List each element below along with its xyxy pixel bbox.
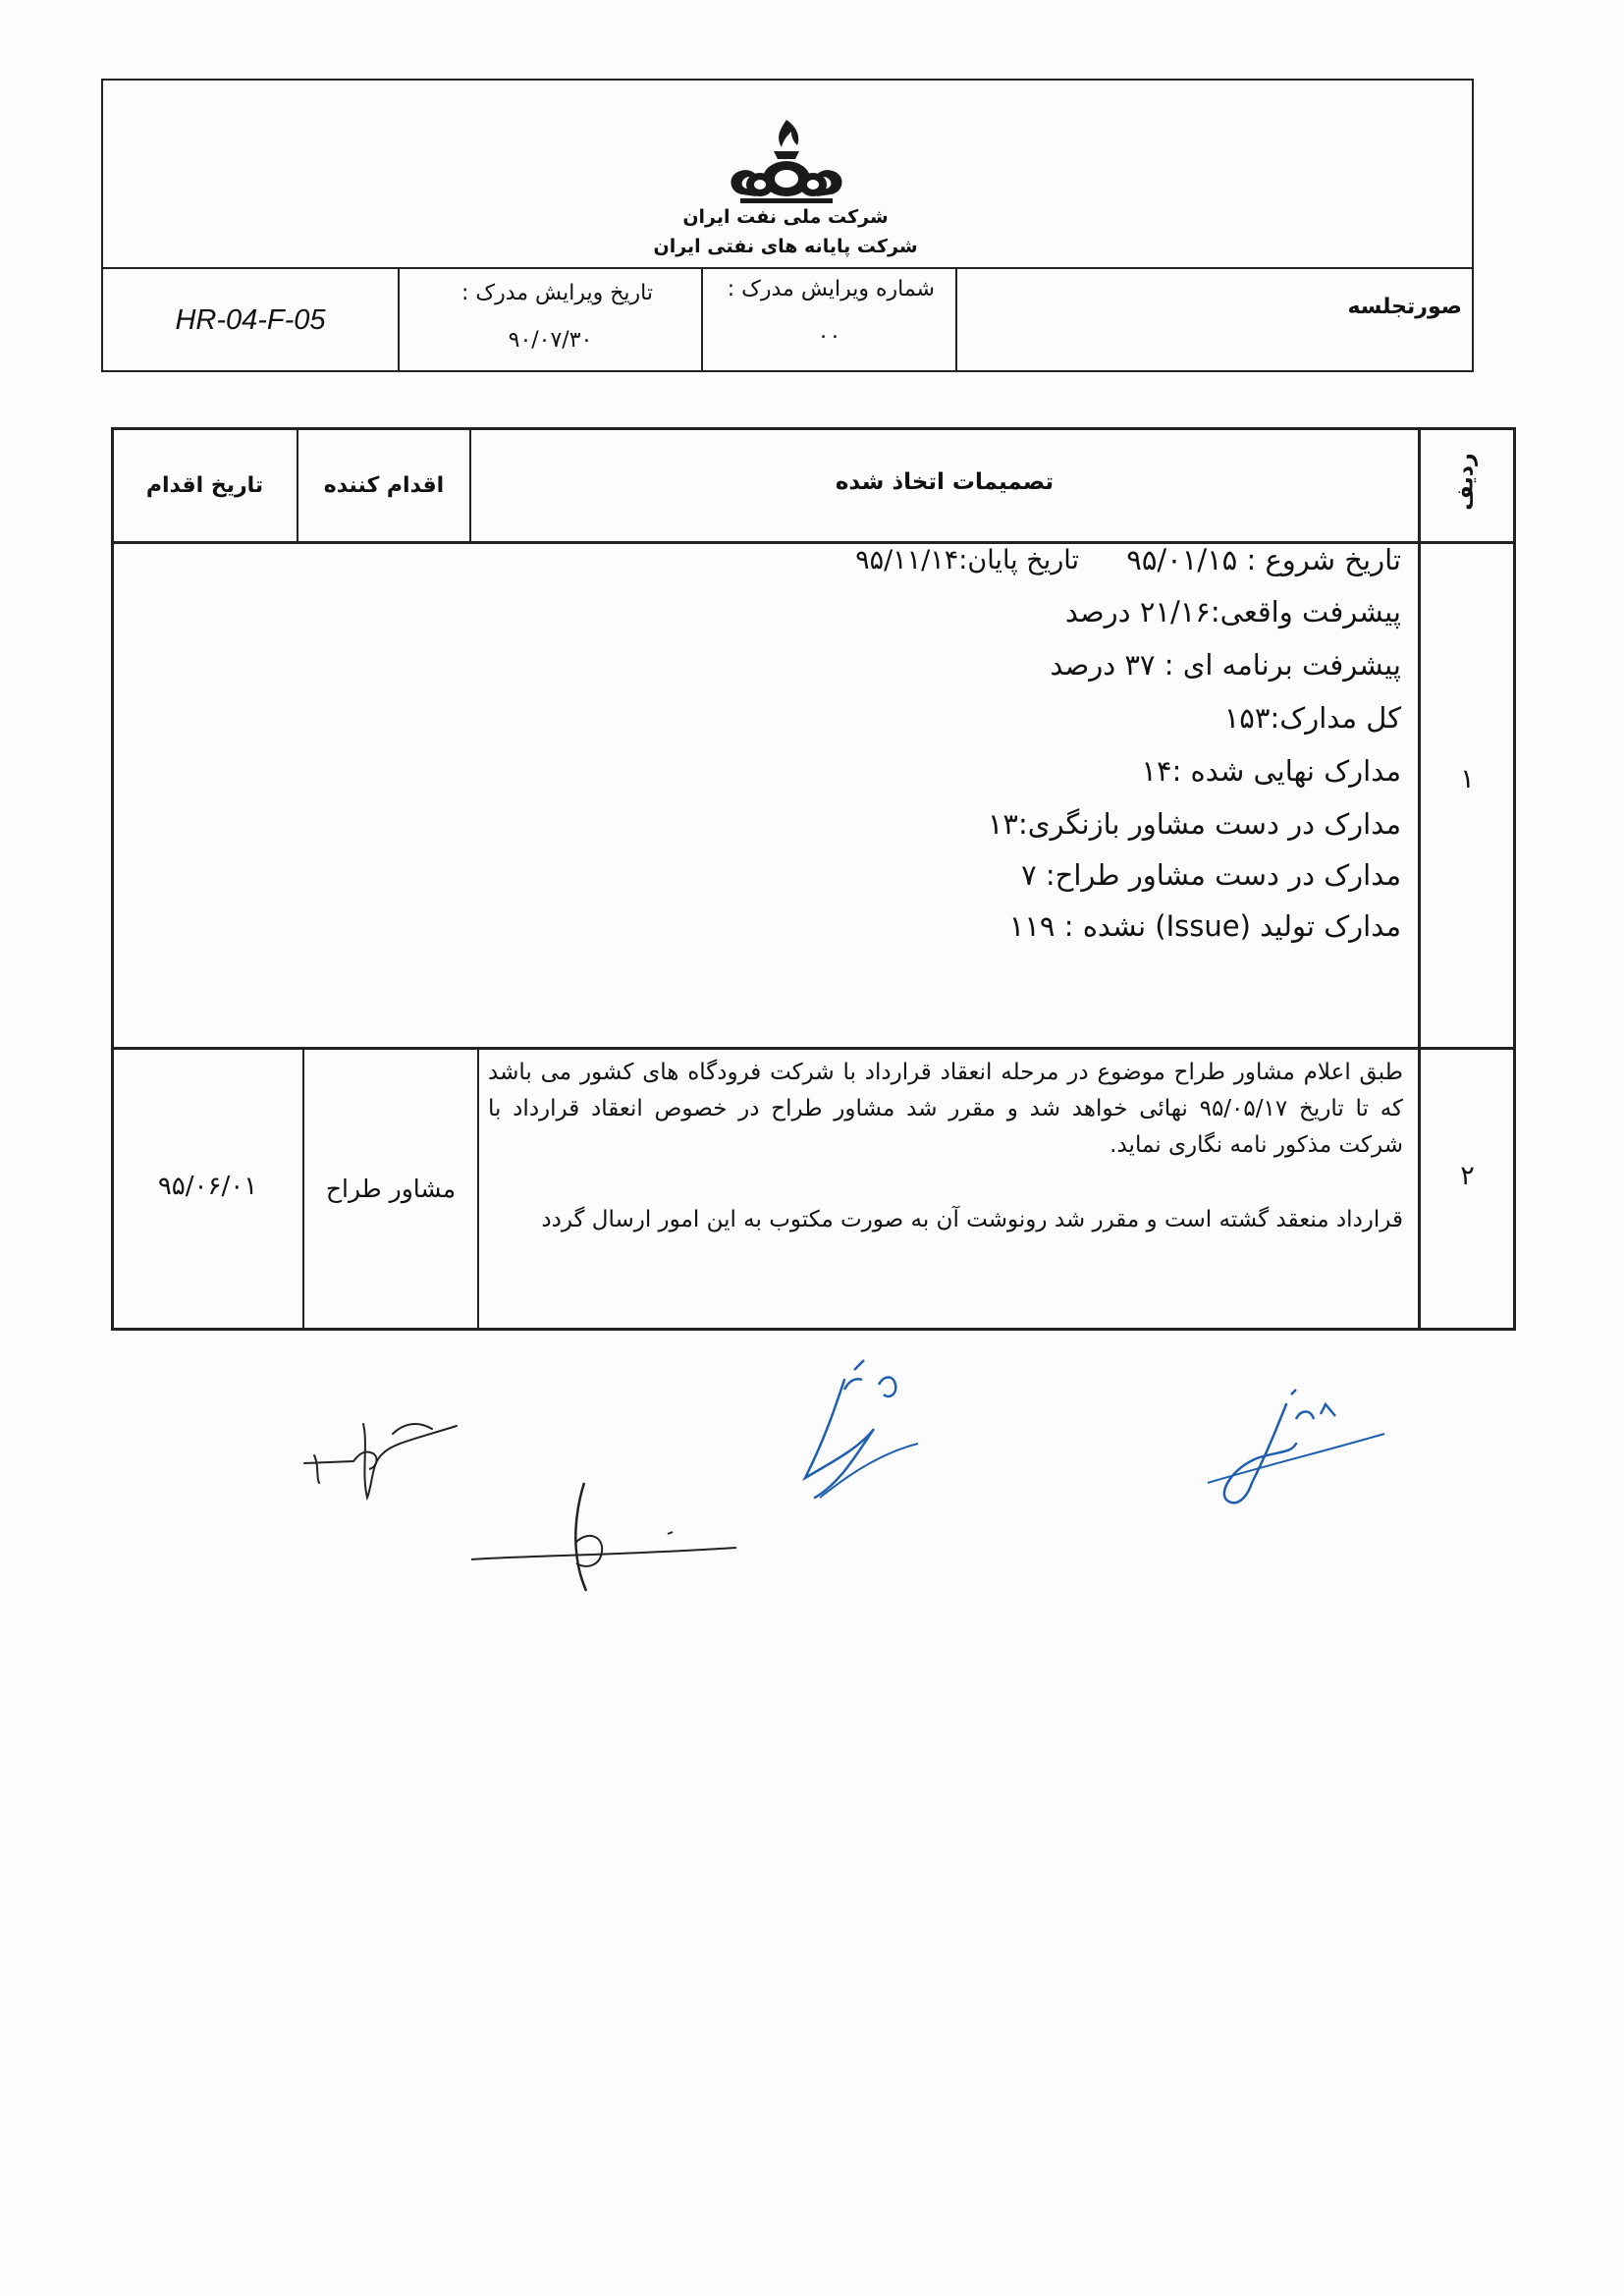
header-divider [101, 267, 1474, 269]
row-1-content [471, 543, 1418, 1047]
row-1-line: مدارک در دست مشاور طراح: ۷ [1021, 858, 1401, 892]
signature-3-icon [785, 1350, 933, 1517]
header-responsible: اقدام کننده [323, 473, 445, 498]
signature-4-icon [1198, 1375, 1394, 1522]
header-decisions: تصمیمات اتخاذ شده [835, 469, 1055, 495]
doc-type: صورتجلسه [1347, 295, 1462, 319]
row-1-line: پیشرفت واقعی:۲۱/۱۶ درصد [1064, 595, 1401, 629]
form-code: HR-04-F-05 [175, 304, 326, 336]
subsidiary-name: شرکت پایانه های نفتی ایران [653, 236, 918, 257]
revision-number-label: شماره ویرایش مدرک : [727, 277, 935, 301]
header-vdivider-3 [955, 267, 957, 372]
row-2-paragraph-1: طبق اعلام مشاور طراح موضوع در مرحله انعقاد قرارداد با شرکت فرودگاه های کشور می باشد که تا تاریخ ۹۵/۰۵/۱۷ نهائی خواهد شد و مقرر شد مشاور طراح در خصوص انعقاد قرارداد با شرکت مذکور نامه نگاری نماید. [488, 1060, 1403, 1158]
row-2-content [479, 1049, 1418, 1329]
row-2-paragraph-2: قرارداد منعقد گشته است و مقرر شد رونوشت آن به صورت مکتوب به این امور ارسال گردد [541, 1207, 1403, 1232]
row-1-line: مدارک تولید (Issue) نشده : ۱۱۹ [1008, 909, 1401, 943]
col-divider-row [1418, 427, 1421, 1331]
row-1-line: کل مدارک:۱۵۳ [1223, 701, 1401, 735]
nioc-logo-icon [723, 116, 850, 206]
row-1-line: مدارک نهایی شده :۱۴ [1141, 754, 1401, 788]
row-1-index: ۱ [1460, 764, 1475, 794]
signature-2-icon [466, 1473, 741, 1601]
row-1-line: مدارک در دست مشاور بازنگری:۱۳ [987, 807, 1401, 841]
row-1-end-date: تاریخ پایان:۹۵/۱۱/۱۴ [855, 545, 1079, 575]
row-2-action-date: ۹۵/۰۶/۰۱ [157, 1172, 258, 1201]
row-1-line: پیشرفت برنامه ای : ۳۷ درصد [1050, 648, 1401, 682]
signature-1-icon [295, 1404, 471, 1512]
revision-date-label: تاریخ ویرایش مدرک : [461, 281, 653, 305]
header-row-number: ردیف [1453, 453, 1479, 511]
company-name: شرکت ملی نفت ایران [682, 206, 889, 228]
header-action-date: تاریخ اقدام [145, 473, 264, 498]
row-2-responsible: مشاور طراح [325, 1175, 457, 1203]
revision-number-value: ۰۰ [817, 324, 841, 349]
revision-date-value: ۹۰/۰۷/۳۰ [508, 328, 593, 353]
row-1-start-date: تاریخ شروع : ۹۵/۰۱/۱۵ [1126, 543, 1401, 576]
row-2-index: ۲ [1460, 1161, 1475, 1191]
